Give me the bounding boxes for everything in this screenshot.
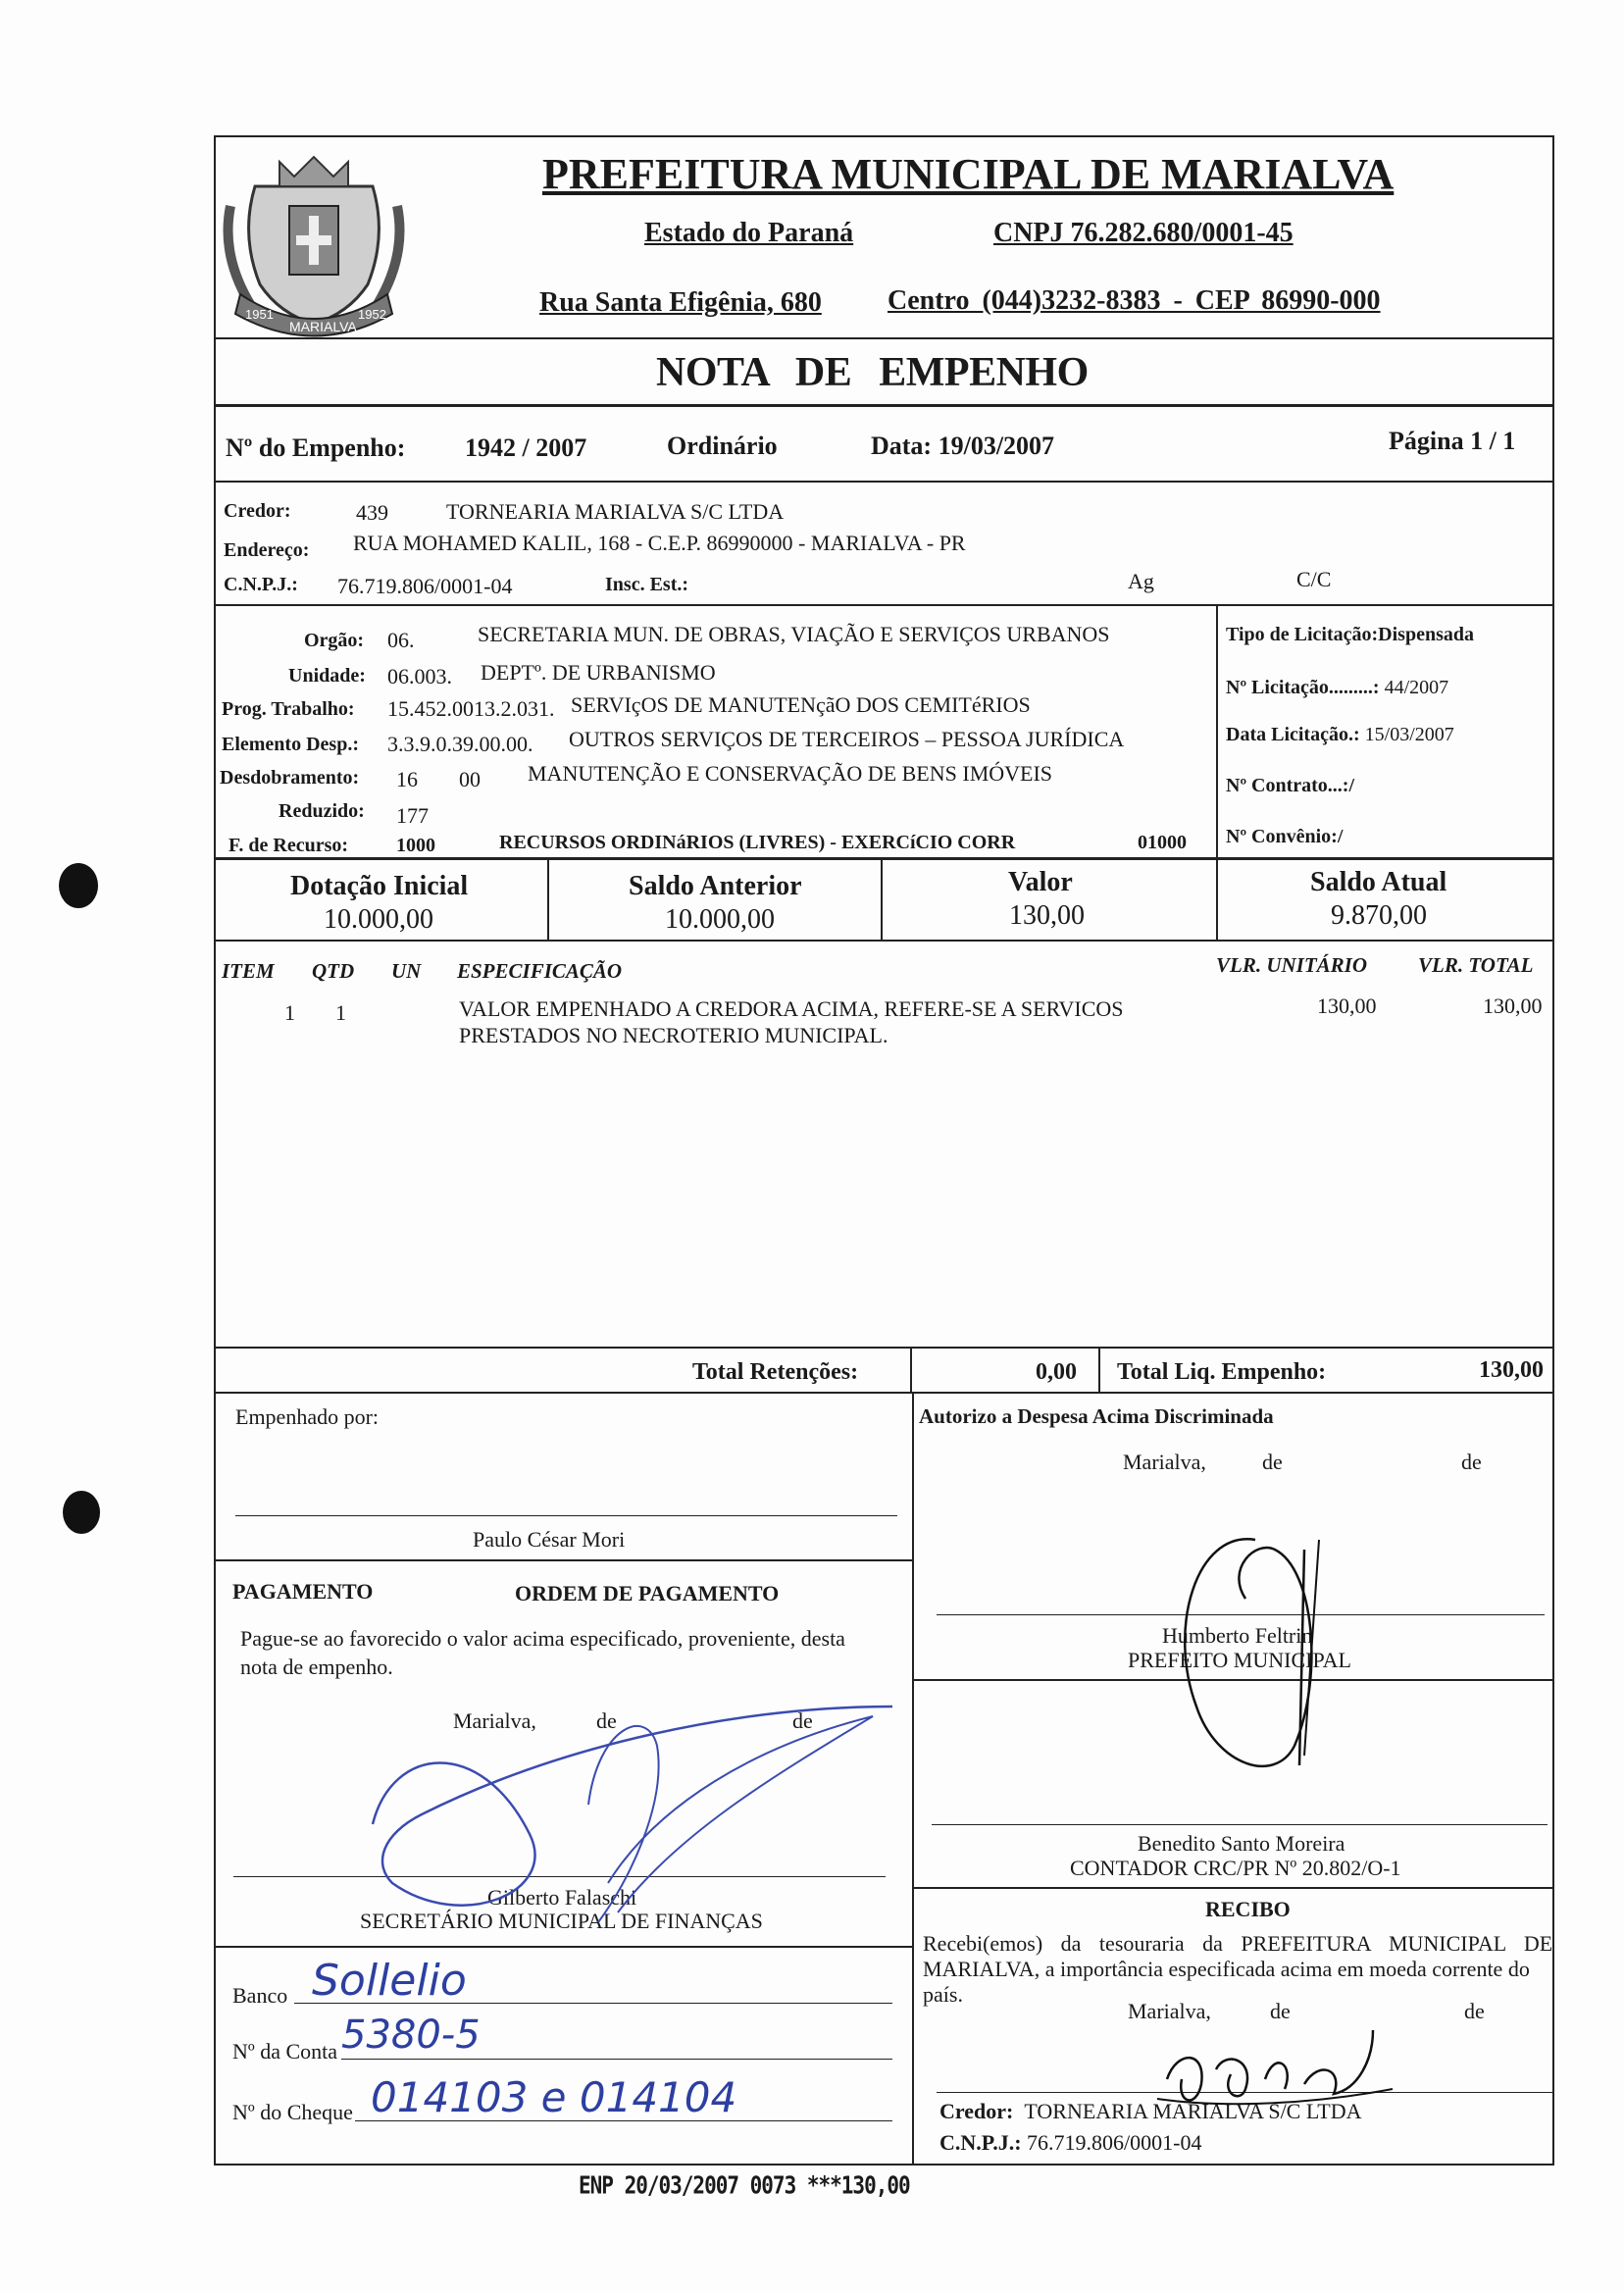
total-retencoes-value: 0,00 — [1036, 1359, 1077, 1385]
ordem-pagamento-label: ORDEM DE PAGAMENTO — [515, 1581, 780, 1605]
empenho-date: Data: 19/03/2007 — [871, 432, 1055, 460]
empenho-number: 1942 / 2007 — [465, 433, 587, 462]
banco-value: Sollelio — [312, 1956, 467, 2006]
cc-label: C/C — [1296, 567, 1332, 591]
contador-name: Benedito Santo Moreira — [1138, 1831, 1345, 1856]
row-spec-line1: VALOR EMPENHADO A CREDORA ACIMA, REFERE-SE A SERVICOS — [459, 996, 1124, 1021]
vertical-divider — [1098, 1349, 1100, 1392]
unidade-label: Unidade: — [288, 665, 366, 687]
recibo-text-line1: Recebi(emos) da tesouraria da PREFEITURA MUNICIPAL DE — [923, 1931, 1553, 1956]
punch-hole-top — [59, 863, 98, 908]
empenho-number-label: Nº do Empenho: — [226, 433, 406, 462]
credor-label: Credor: — [224, 500, 291, 522]
prog-label: Prog. Trabalho: — [222, 698, 355, 720]
pagamento-place: Marialva, — [453, 1708, 536, 1733]
header-address: Centro (044)3232-8383 - CEP 86990-000 — [888, 285, 1381, 316]
total-liq-label: Total Liq. Empenho: — [1117, 1359, 1327, 1385]
col-spec-header: ESPECIFICAÇÃO — [457, 959, 623, 983]
orgao-name: SECRETARIA MUN. DE OBRAS, VIAÇÃO E SERVIÇOS URBANOS — [478, 622, 1110, 646]
divider — [214, 1392, 1554, 1394]
logo-year-right: 1952 — [358, 307, 386, 322]
empenho-page: Página 1 / 1 — [1389, 427, 1516, 455]
autorizo-de2: de — [1461, 1450, 1482, 1474]
orgao-code: 06. — [387, 628, 415, 652]
divider — [912, 1887, 1554, 1889]
secretario-role: SECRETÁRIO MUNICIPAL DE FINANÇAS — [360, 1909, 763, 1933]
pagamento-de1: de — [596, 1708, 617, 1733]
desdobramento-label: Desdobramento: — [220, 767, 360, 789]
credor-code: 439 — [356, 500, 388, 525]
divider — [214, 857, 1554, 860]
address-label: Endereço: — [224, 539, 310, 561]
header-title: PREFEITURA MUNICIPAL DE MARIALVA — [542, 150, 1395, 198]
vertical-divider — [547, 860, 549, 941]
divider — [214, 1559, 912, 1561]
licitacao-number: Nº Licitação.........: 44/2007 — [1226, 677, 1449, 698]
autorizo-place: Marialva, — [1123, 1450, 1206, 1474]
col-unit-header: VLR. UNITÁRIO — [1216, 953, 1368, 977]
vertical-divider — [912, 1394, 914, 2166]
saldo-atual-value: 9.870,00 — [1331, 900, 1427, 931]
empenhado-label: Empenhado por: — [235, 1404, 380, 1429]
conta-label: Nº da Conta — [232, 2039, 338, 2064]
autorizo-de1: de — [1262, 1450, 1283, 1474]
prefeito-signature — [1157, 1510, 1373, 1805]
pagamento-de2: de — [792, 1708, 813, 1733]
pagamento-text-line1: Pague-se ao favorecido o valor acima especificado, proveniente, desta — [240, 1626, 845, 1651]
header-cnpj: CNPJ 76.282.680/0001-45 — [993, 218, 1294, 248]
punch-hole-bottom — [63, 1491, 100, 1534]
recibo-credor: Credor: TORNEARIA MARIALVA S/C LTDA — [939, 2099, 1362, 2123]
divider — [214, 337, 1554, 339]
col-item-header: ITEM — [222, 959, 275, 983]
prog-code: 15.452.0013.2.031. — [387, 696, 555, 721]
elemento-label: Elemento Desp.: — [222, 734, 359, 755]
col-qtd-header: QTD — [312, 959, 355, 983]
col-un-header: UN — [391, 959, 422, 983]
unidade-code: 06.003. — [387, 664, 452, 688]
valor-value: 130,00 — [1009, 900, 1085, 931]
total-retencoes-label: Total Retenções: — [692, 1359, 859, 1385]
recibo-text-line2: MARIALVA, a importância especificada acima em moeda corrente do — [923, 1957, 1530, 1981]
divider — [214, 940, 1554, 942]
credor-cnpj: 76.719.806/0001-04 — [337, 574, 513, 598]
recibo-de1: de — [1270, 1999, 1291, 2023]
banco-label: Banco — [232, 1983, 288, 2008]
reduzido-code: 177 — [396, 803, 429, 828]
pagamento-label: PAGAMENTO — [232, 1579, 374, 1604]
recibo-cnpj: C.N.P.J.: 76.719.806/0001-04 — [939, 2130, 1202, 2155]
elemento-code: 3.3.9.0.39.00.00. — [387, 732, 533, 756]
elemento-name: OUTROS SERVIÇOS DE TERCEIROS – PESSOA JURÍDICA — [569, 727, 1125, 751]
pagamento-text-line2: nota de empenho. — [240, 1655, 393, 1679]
fonte-code: 1000 — [396, 835, 435, 856]
fonte-name: RECURSOS ORDINáRIOS (LIVRES) - EXERCíCIO CORR — [499, 832, 1016, 853]
reduzido-label: Reduzido: — [279, 800, 365, 822]
autorizo-label: Autorizo a Despesa Acima Discriminada — [919, 1404, 1274, 1428]
saldo-anterior-value: 10.000,00 — [665, 904, 775, 935]
cheque-value: 014103 e 014104 — [371, 2073, 737, 2121]
coat-of-arms-logo — [221, 147, 407, 343]
secretario-name: Gilberto Falaschi — [487, 1885, 637, 1910]
row-total-value: 130,00 — [1483, 994, 1543, 1018]
divider — [214, 1347, 1554, 1349]
vertical-divider — [1216, 860, 1218, 941]
cashier-stamp: ENP 20/03/2007 0073 ***130,00 — [579, 2170, 910, 2200]
fonte-number: 01000 — [1138, 832, 1187, 853]
cnpj-label: C.N.P.J.: — [224, 574, 298, 595]
saldo-anterior-label: Saldo Anterior — [629, 871, 802, 901]
row-item: 1 — [284, 1000, 295, 1025]
insc-label: Insc. Est.: — [605, 574, 689, 595]
row-qtd: 1 — [335, 1000, 346, 1025]
conta-value: 5380-5 — [341, 2013, 481, 2058]
contador-role: CONTADOR CRC/PR Nº 20.802/O-1 — [1070, 1856, 1401, 1880]
licitacao-date: Data Licitação.: 15/03/2007 — [1226, 724, 1454, 745]
vertical-divider — [1216, 606, 1218, 857]
recibo-place: Marialva, — [1128, 1999, 1211, 2023]
ag-label: Ag — [1128, 569, 1154, 593]
recibo-title: RECIBO — [1205, 1897, 1291, 1921]
row-spec-line2: PRESTADOS NO NECROTERIO MUNICIPAL. — [459, 1023, 888, 1047]
prefeito-name: Humberto Feltrin — [1162, 1623, 1313, 1648]
recibo-de2: de — [1464, 1999, 1485, 2023]
valor-label: Valor — [1008, 867, 1073, 897]
signature-line — [932, 1824, 1548, 1825]
header-street: Rua Santa Efigênia, 680 — [539, 287, 822, 318]
header-state: Estado do Paraná — [644, 218, 854, 248]
prog-name: SERVIçOS DE MANUTENçãO DOS CEMITéRIOS — [571, 692, 1031, 717]
prefeito-role: PREFEITO MUNICIPAL — [1128, 1648, 1351, 1672]
desdobramento-name: MANUTENÇÃO E CONSERVAÇÃO DE BENS IMÓVEIS — [528, 761, 1053, 786]
secretario-signature — [363, 1687, 912, 1942]
recibo-text-line3: país. — [923, 1982, 963, 2007]
orgao-label: Orgão: — [304, 630, 365, 651]
logo-city: MARIALVA — [289, 319, 357, 334]
cheque-label: Nº do Cheque — [232, 2100, 353, 2124]
divider — [214, 604, 1554, 606]
contrato-number: Nº Contrato...:/ — [1226, 775, 1355, 796]
vertical-divider — [881, 860, 883, 941]
credor-signature — [1147, 2011, 1402, 2128]
divider — [214, 404, 1554, 407]
credor-name: TORNEARIA MARIALVA S/C LTDA — [446, 499, 785, 524]
logo-year-left: 1951 — [245, 307, 274, 322]
dotacao-inicial-label: Dotação Inicial — [290, 871, 469, 901]
credor-address: RUA MOHAMED KALIL, 168 - C.E.P. 86990000 - MARIALVA - PR — [353, 531, 966, 555]
licitacao-type: Tipo de Licitação:Dispensada — [1226, 624, 1474, 645]
empenho-type: Ordinário — [667, 432, 778, 460]
conta-line — [341, 2059, 892, 2060]
signature-line — [235, 1515, 897, 1516]
unidade-name: DEPTº. DE URBANISMO — [481, 660, 716, 685]
fonte-label: F. de Recurso: — [228, 835, 349, 856]
col-total-header: VLR. TOTAL — [1418, 953, 1534, 977]
divider — [214, 481, 1554, 483]
empenhado-name: Paulo César Mori — [473, 1527, 626, 1552]
dotacao-inicial-value: 10.000,00 — [324, 904, 433, 935]
desdobramento-code1: 16 — [396, 767, 418, 791]
vertical-divider — [910, 1349, 912, 1392]
divider — [214, 1946, 912, 1948]
total-liq-value: 130,00 — [1479, 1357, 1544, 1383]
row-unit-value: 130,00 — [1317, 994, 1377, 1018]
desdobramento-code2: 00 — [459, 767, 481, 791]
saldo-atual-label: Saldo Atual — [1310, 867, 1447, 897]
document-title: NOTA DE EMPENHO — [656, 350, 1089, 395]
convenio-number: Nº Convênio:/ — [1226, 826, 1344, 847]
